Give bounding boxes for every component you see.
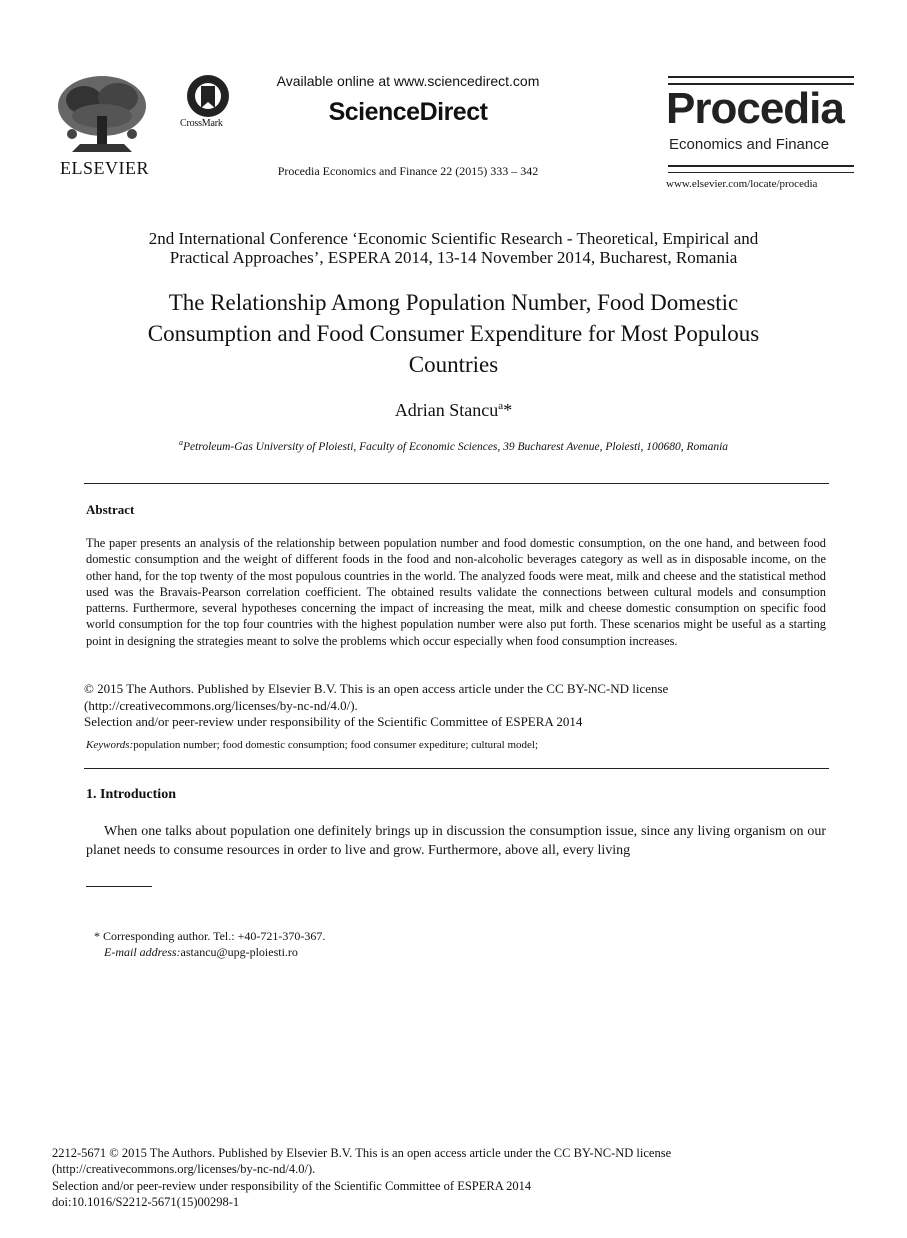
procedia-brand: Procedia [666,84,844,133]
crossmark-label: CrossMark [180,118,223,129]
peer-review-line: Selection and/or peer-review under responsibility of the Scientific Committee of ESPERA 2014 [84,714,583,730]
conference-line: 2nd International Conference ‘Economic Scientific Research - Theoretical, Empirical and [148,229,759,248]
copyright-notice [84,681,829,731]
journal-reference: Procedia Economics and Finance 22 (2015) 333 – 342 [277,164,539,178]
procedia-bottom-rule [668,165,854,173]
email-footnote [104,945,298,960]
keywords [86,739,826,751]
abstract-body: The paper presents an analysis of the relationship between population number and food domestic consumption, on the one hand, and between food domestic consumption and the weight of different foods in the food and non-alcoholic beverages category as well as in disposable income, on the other hand, for the top twenty of the most populous countries in the world. The analyzed foods were meat, milk and cheese and the statistical method used was the Bravais-Pearson correlation coefficient. The obtained results validate the connections between cultural models and consumption patterns. Furthermore, several hypotheses concerning the impact of increasing the meat, milk and cheese domestic consumption on specific food world consumption for the top four countries with the highest population number were also put forth. These scenarios might be useful as a starting point in designing the strategies meant to solve the problems which occur especially when food consumption increases. [86,536,826,648]
email-address-link[interactable]: astancu@upg-ploiesti.ro [180,945,298,959]
author-line [60,400,847,421]
abstract-heading: Abstract [86,502,135,517]
introduction-paragraph: When one talks about population one definitely brings up in discussion the consumption issue, since any living organism on our planet needs to consume resources in order to live and grow. Furthermore, above all, every living [86,824,826,858]
corresponding-author-footnote: * Corresponding author. Tel.: +40-721-370-367. [94,929,326,943]
copyright-line: © 2015 The Authors. Published by Elsevier B.V. This is an open access article under the CC BY-NC-ND license [84,681,669,696]
footer-copyright-line: 2212-5671 © 2015 The Authors. Published by Elsevier B.V. This is an open access article under the CC BY-NC-ND license [52,1146,672,1160]
paper-title-line: Countries [408,352,499,377]
footer-license-link[interactable]: (http://creativecommons.org/licenses/by-nc-nd/4.0/). [52,1162,316,1177]
license-link[interactable]: (http://creativecommons.org/licenses/by-nc-nd/4.0/). [84,697,358,713]
conference-line: Practical Approaches’, ESPERA 2014, 13-14 November 2014, Bucharest, Romania [169,248,738,267]
affiliation-marker: a [178,438,183,447]
abstract-top-rule [84,483,829,484]
journal-url-link[interactable]: www.elsevier.com/locate/procedia [666,178,818,190]
affiliation [60,438,847,453]
section-heading-introduction: 1. Introduction [86,787,176,802]
paper-title [60,287,847,380]
doi-link[interactable]: doi:10.1016/S2212-5671(15)00298-1 [52,1194,240,1209]
keywords-label: Keywords: [86,739,134,751]
email-label: E-mail address: [104,945,181,959]
affiliation-text: Petroleum-Gas University of Ploiesti, Faculty of Economic Sciences, 39 Bucharest Avenue, Ploiesti, 100680, Romania [182,440,729,453]
author-name: Adrian Stancu [394,400,499,420]
keywords-text: population number; food domestic consumption; food consumer expediture; cultural model; [133,739,539,751]
author-affiliation-marker: a [498,400,504,412]
available-online-text[interactable]: Available online at www.sciencedirect.com [276,73,540,89]
sciencedirect-logo-text: ScienceDirect [328,98,488,126]
publisher-logo-text: ELSEVIER [60,158,149,178]
paper-title-line: Consumption and Food Consumer Expenditure for Most Populous [147,321,760,346]
page-footer-license [52,1145,852,1210]
procedia-subtitle: Economics and Finance [669,136,830,153]
abstract-bottom-rule [84,768,829,769]
footer-peer-review-line: Selection and/or peer-review under responsibility of the Scientific Committee of ESPERA 2014 [52,1178,532,1193]
corresponding-author-star: * [503,400,513,420]
paper-title-line: The Relationship Among Population Number, Food Domestic [168,290,739,315]
conference-name [60,229,847,267]
footnote-rule [86,886,152,887]
